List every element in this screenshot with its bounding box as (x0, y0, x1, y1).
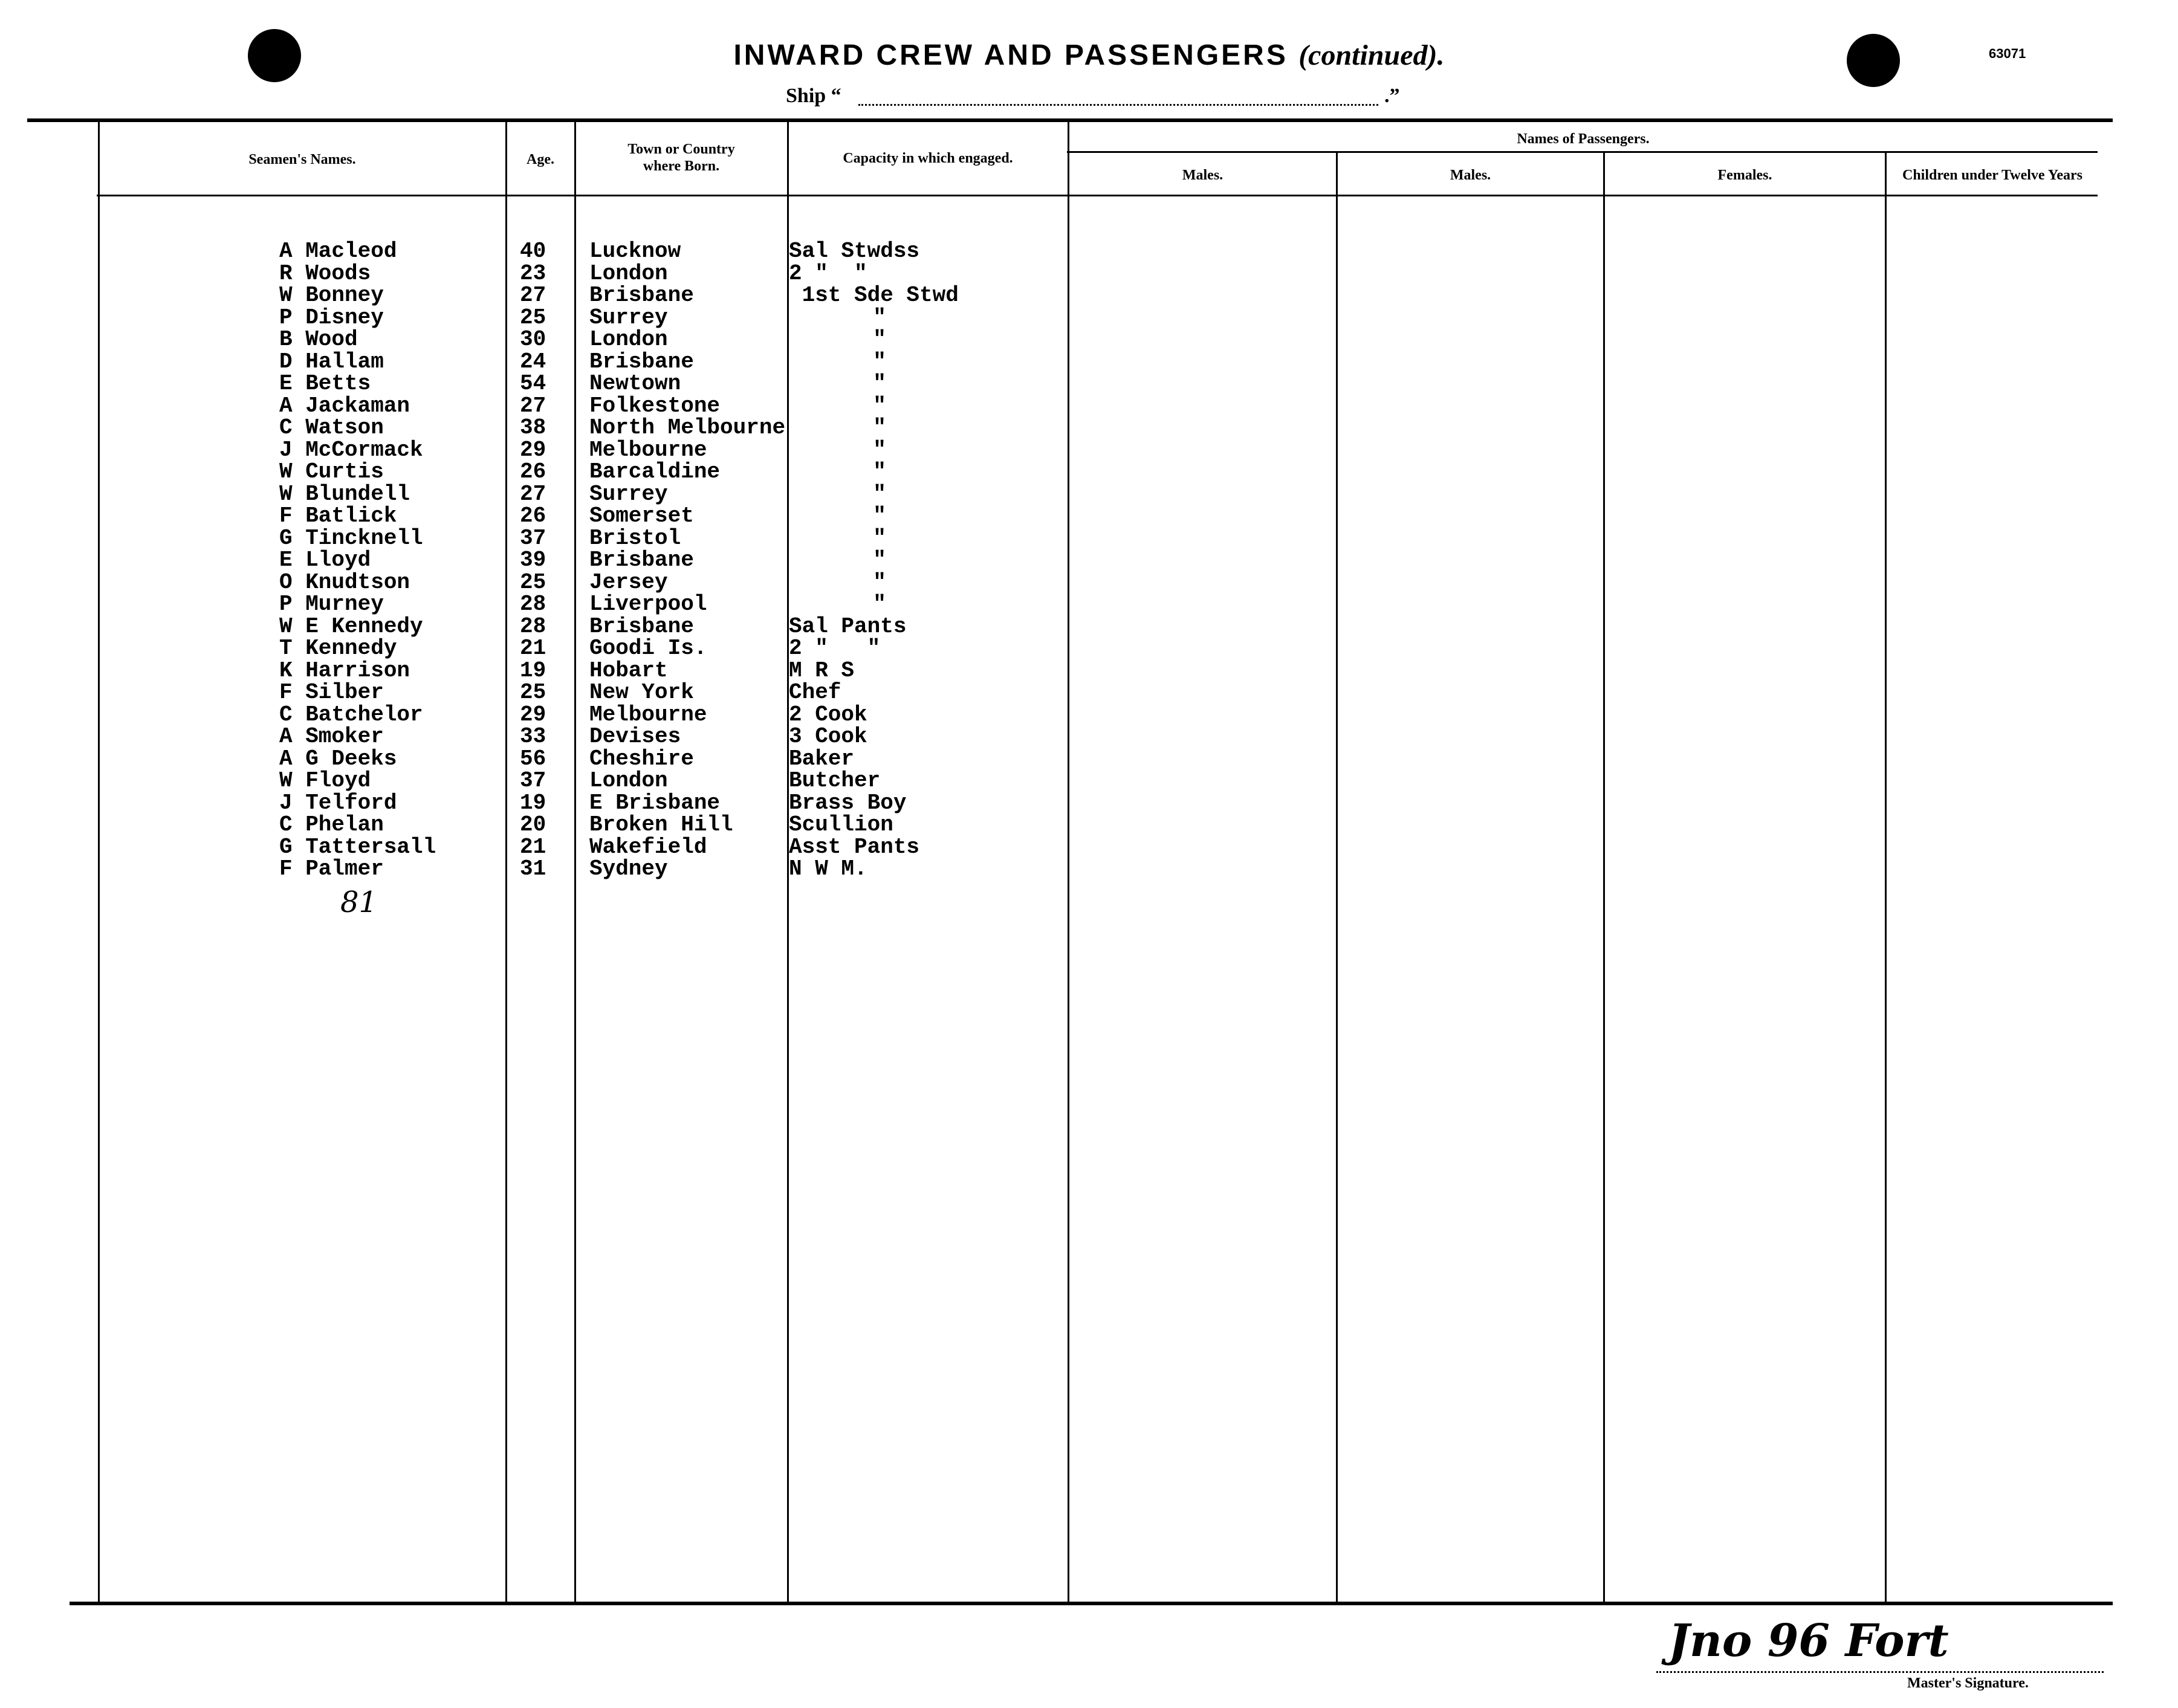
crew-name: J Telford (279, 792, 397, 814)
crew-capacity: 2 " " (789, 262, 867, 285)
crew-name: A Jackaman (279, 395, 410, 417)
header-bottom-rule (97, 195, 2098, 196)
crew-name: W Curtis (279, 461, 384, 483)
crew-name: E Lloyd (279, 549, 371, 571)
crew-name: W E Kennedy (279, 615, 423, 638)
header-age: Age. (527, 152, 554, 167)
crew-born: Jersey (589, 571, 668, 594)
crew-age: 25 (520, 682, 546, 704)
crew-capacity: Chef (789, 682, 841, 704)
crew-age: 27 (520, 483, 546, 505)
crew-capacity: " (873, 417, 886, 439)
signature-line (1656, 1671, 2104, 1673)
crew-age: 29 (520, 439, 546, 461)
crew-name: A G Deeks (279, 748, 397, 770)
crew-age: 27 (520, 395, 546, 417)
header-males-1: Males. (1182, 167, 1224, 183)
crew-age: 19 (520, 659, 546, 682)
header-names-of-passengers: Names of Passengers. (1517, 131, 1650, 147)
ship-close-quote: .” (1384, 85, 1400, 107)
crew-age: 20 (520, 814, 546, 836)
crew-born: Newtown (589, 373, 681, 395)
crew-born: London (589, 262, 668, 285)
col-divider-males2 (1336, 152, 1338, 1602)
header-children: Children under Twelve Years (1902, 167, 2083, 183)
crew-name: G Tincknell (279, 527, 423, 549)
master-signature-label: Master's Signature. (1907, 1675, 2029, 1691)
crew-capacity: Asst Pants (789, 836, 920, 858)
crew-capacity: " (873, 505, 886, 527)
crew-name: O Knudtson (279, 571, 410, 594)
crew-capacity: " (873, 329, 886, 351)
crew-name: G Tattersall (279, 836, 436, 858)
crew-name: R Woods (279, 262, 371, 285)
crew-age: 30 (520, 329, 546, 351)
crew-age: 28 (520, 594, 546, 615)
crew-capacity: " (873, 483, 886, 505)
crew-capacity: M R S (789, 659, 855, 682)
master-signature: Jno 96 Fort (1668, 1615, 1949, 1667)
crew-born: E Brisbane (589, 792, 721, 814)
header-town-line2: where Born. (643, 158, 720, 174)
crew-age: 54 (520, 373, 546, 395)
crew-capacity: " (873, 461, 886, 483)
crew-name: W Blundell (279, 483, 410, 505)
crew-name: D Hallam (279, 351, 384, 373)
crew-age: 26 (520, 461, 546, 483)
crew-born: Brisbane (589, 351, 694, 373)
crew-capacity: " (873, 439, 886, 461)
header-town-born (576, 141, 786, 175)
crew-capacity: " (873, 527, 886, 549)
col-divider-age (505, 121, 507, 1602)
crew-age: 38 (520, 417, 546, 439)
col-divider-passengers (1068, 121, 1069, 1602)
crew-name: F Palmer (279, 858, 384, 880)
header-seamens-names: Seamen's Names. (248, 152, 356, 167)
crew-capacity: Baker (789, 748, 855, 770)
crew-born: Goodi Is. (589, 638, 707, 659)
crew-name: P Murney (279, 594, 384, 615)
crew-born: Brisbane (589, 285, 694, 306)
col-divider-children (1885, 152, 1887, 1602)
crew-born: North Melbourne (589, 417, 786, 439)
crew-capacity: 2 Cook (789, 704, 867, 726)
passengers-sub-rule (1067, 151, 2098, 153)
form-number: 63071 (1989, 46, 2026, 61)
crew-age: 39 (520, 549, 546, 571)
crew-age: 31 (520, 858, 546, 880)
crew-born: Folkestone (589, 395, 721, 417)
crew-capacity: " (873, 549, 886, 571)
crew-age: 21 (520, 638, 546, 659)
crew-born: Melbourne (589, 439, 707, 461)
crew-born: New York (589, 682, 694, 704)
crew-age: 33 (520, 726, 546, 748)
header-capacity: Capacity in which engaged. (843, 150, 1013, 166)
crew-name: F Silber (279, 682, 384, 704)
crew-age: 25 (520, 306, 546, 329)
col-divider-females (1603, 152, 1605, 1602)
crew-capacity: Scullion (789, 814, 893, 836)
ship-label: Ship “ (786, 85, 841, 107)
crew-age: 56 (520, 748, 546, 770)
crew-born: Somerset (589, 505, 694, 527)
crew-name: C Watson (279, 417, 384, 439)
crew-name: A Smoker (279, 726, 384, 748)
crew-age: 37 (520, 527, 546, 549)
crew-born: Cheshire (589, 748, 694, 770)
crew-born: London (589, 770, 668, 792)
crew-capacity: 1st Sde Stwd (789, 285, 959, 306)
crew-capacity: 2 " " (789, 638, 881, 659)
crew-age: 19 (520, 792, 546, 814)
crew-capacity: Sal Stwdss (789, 241, 920, 262)
crew-age: 24 (520, 351, 546, 373)
crew-name: C Phelan (279, 814, 384, 836)
crew-name: J McCormack (279, 439, 423, 461)
crew-born: Surrey (589, 483, 668, 505)
crew-age: 29 (520, 704, 546, 726)
crew-name: W Bonney (279, 285, 384, 306)
crew-born: Wakefield (589, 836, 707, 858)
crew-age: 27 (520, 285, 546, 306)
table-top-rule (27, 118, 2113, 122)
crew-age: 28 (520, 615, 546, 638)
crew-born: Brisbane (589, 615, 694, 638)
crew-capacity: N W M. (789, 858, 867, 880)
crew-name: C Batchelor (279, 704, 423, 726)
crew-born: Barcaldine (589, 461, 721, 483)
crew-name: E Betts (279, 373, 371, 395)
crew-born: Broken Hill (589, 814, 733, 836)
crew-born: Hobart (589, 659, 668, 682)
crew-age: 23 (520, 262, 546, 285)
crew-capacity: " (873, 351, 886, 373)
table-bottom-rule (70, 1602, 2113, 1605)
title-continued: (continued). (1298, 39, 1445, 71)
crew-name: T Kennedy (279, 638, 397, 659)
crew-name: F Batlick (279, 505, 397, 527)
crew-born: Lucknow (589, 241, 681, 262)
crew-age: 26 (520, 505, 546, 527)
crew-born: London (589, 329, 668, 351)
crew-born: Devises (589, 726, 681, 748)
crew-born: Bristol (589, 527, 681, 549)
crew-capacity: Sal Pants (789, 615, 907, 638)
handwritten-count: 81 (340, 885, 378, 919)
crew-age: 21 (520, 836, 546, 858)
crew-born: Brisbane (589, 549, 694, 571)
title-main: INWARD CREW AND PASSENGERS (733, 39, 1288, 71)
crew-born: Surrey (589, 306, 668, 329)
crew-born: Melbourne (589, 704, 707, 726)
crew-capacity: Butcher (789, 770, 881, 792)
ship-name-field (858, 104, 1378, 106)
crew-name: P Disney (279, 306, 384, 329)
crew-capacity: " (873, 373, 886, 395)
crew-capacity: " (873, 306, 886, 329)
crew-capacity: " (873, 395, 886, 417)
page-title (0, 39, 2178, 72)
header-males-2: Males. (1450, 167, 1491, 183)
crew-age: 25 (520, 571, 546, 594)
crew-capacity: " (873, 594, 886, 615)
crew-born: Liverpool (589, 594, 707, 615)
crew-born: Sydney (589, 858, 668, 880)
crew-capacity: " (873, 571, 886, 594)
crew-capacity: 3 Cook (789, 726, 867, 748)
crew-name: W Floyd (279, 770, 371, 792)
crew-capacity: Brass Boy (789, 792, 907, 814)
crew-name: K Harrison (279, 659, 410, 682)
table-left-border (98, 121, 100, 1602)
crew-age: 40 (520, 241, 546, 262)
crew-age: 37 (520, 770, 546, 792)
crew-name: B Wood (279, 329, 358, 351)
header-females: Females. (1717, 167, 1772, 183)
col-divider-town (574, 121, 576, 1602)
header-town-line1: Town or Country (627, 141, 735, 157)
crew-name: A Macleod (279, 241, 397, 262)
